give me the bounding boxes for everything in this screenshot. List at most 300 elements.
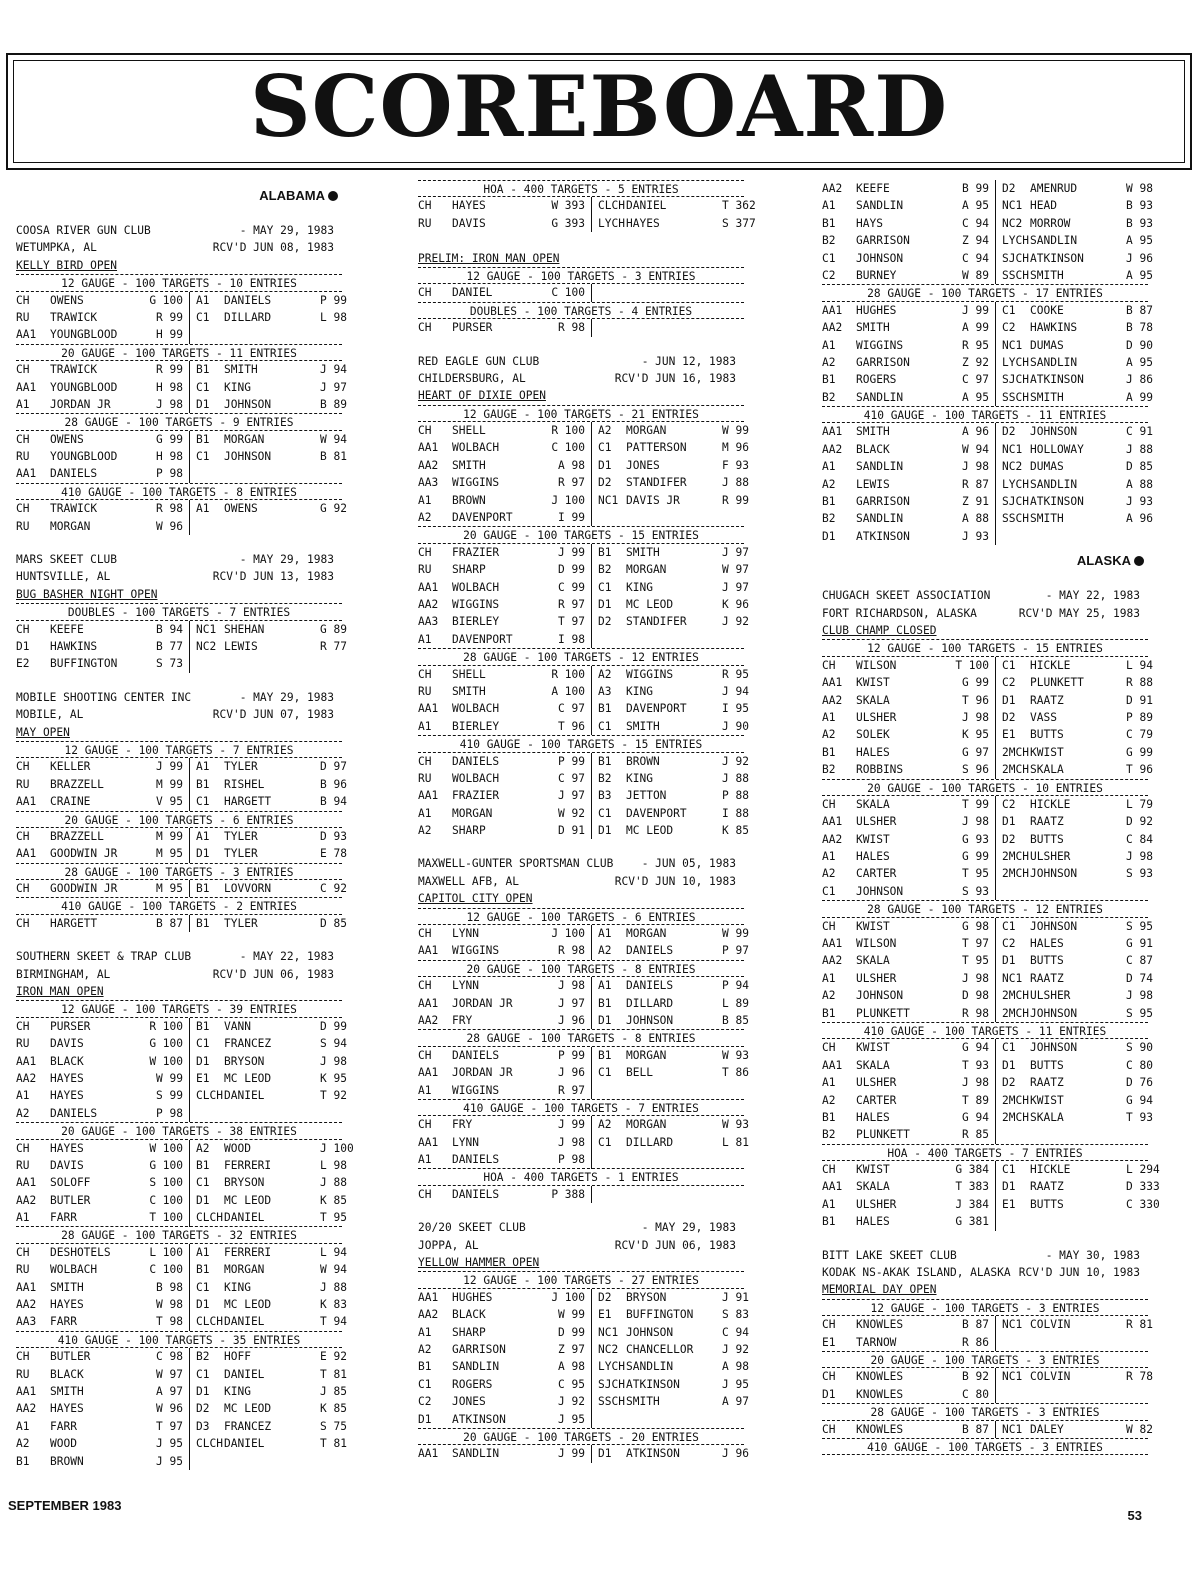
score-left: R 98 xyxy=(548,942,592,959)
score-left: M 99 xyxy=(146,776,190,793)
score-row xyxy=(822,371,1153,388)
class-left: B1 xyxy=(822,1215,836,1229)
score-right: J 92 xyxy=(722,754,749,768)
class-right: B1 xyxy=(598,1048,612,1062)
class-right: E1 xyxy=(196,1071,210,1085)
gauge-header: 20 GAUGE - 100 TARGETS - 11 ENTRIES xyxy=(16,344,342,361)
score-row xyxy=(16,309,347,326)
shooter-right: CHANCELLOR xyxy=(626,1343,694,1356)
score-left: S 99 xyxy=(146,1087,190,1104)
class-left: A2 xyxy=(418,511,432,525)
class-right: LYCH xyxy=(1002,477,1029,491)
shooter-left: JORDAN JR xyxy=(452,1066,513,1080)
score-row xyxy=(822,726,1153,743)
class-left: A2 xyxy=(822,477,836,491)
shooter-left: BROWN xyxy=(50,1454,84,1468)
score-row xyxy=(822,1334,1148,1351)
score-left: C 100 xyxy=(548,284,592,301)
score-left: J 100 xyxy=(548,492,592,509)
shooter-left: KNOWLES xyxy=(856,1387,904,1401)
column-2 xyxy=(418,180,756,1463)
class-left: RU xyxy=(16,1263,30,1277)
shooter-right xyxy=(626,509,722,526)
shooter-right: JETTON xyxy=(626,789,667,803)
class-left: AA1 xyxy=(16,1054,37,1068)
gauge-header: 12 GAUGE - 100 TARGETS - 3 ENTRIES xyxy=(822,1299,1148,1316)
score-row xyxy=(822,1039,1153,1056)
score-row xyxy=(16,1157,347,1174)
shooter-left: SHELL xyxy=(452,667,486,681)
gauge-header: 28 GAUGE - 100 TARGETS - 17 ENTRIES xyxy=(822,284,1148,301)
class-right: NC1 xyxy=(598,1325,619,1339)
score-row xyxy=(418,700,749,717)
score-row xyxy=(822,423,1153,440)
shooter-right: KING xyxy=(626,580,653,594)
score-left: M 95 xyxy=(146,845,190,862)
class-left: CH xyxy=(822,1370,836,1384)
shooter-left: LEWIS xyxy=(856,477,890,491)
class-left: AA1 xyxy=(16,847,37,861)
score-right: D 90 xyxy=(1126,338,1153,352)
club-header-line xyxy=(418,370,744,387)
score-right: B 78 xyxy=(1126,321,1153,335)
club-header-left: RED EAGLE GUN CLUB xyxy=(418,354,540,368)
shooter-left: WILSON xyxy=(856,658,897,672)
score-right: T 362 xyxy=(722,199,756,213)
club-results xyxy=(16,222,347,535)
class-left: B1 xyxy=(822,745,836,759)
shooter-right: PLUNKETT xyxy=(1030,676,1084,690)
score-left: G 97 xyxy=(952,744,996,761)
shooter-right xyxy=(1030,1213,1126,1230)
class-right: D2 xyxy=(1002,832,1016,846)
shooter-left: KNOWLES xyxy=(856,1318,904,1332)
score-right: J 94 xyxy=(320,363,347,377)
score-left: R 100 xyxy=(548,422,592,439)
score-row xyxy=(16,915,347,932)
shooter-right: MC LEOD xyxy=(224,1193,272,1207)
score-row xyxy=(16,1053,347,1070)
club-header-line xyxy=(822,1247,1148,1264)
score-left: A 88 xyxy=(952,510,996,527)
club-header-line xyxy=(16,222,342,239)
class-right xyxy=(592,1411,626,1428)
class-right xyxy=(592,1082,626,1099)
class-right xyxy=(996,883,1030,900)
score-left: C 100 xyxy=(548,439,592,456)
class-left: AA2 xyxy=(16,1193,37,1207)
score-right: S 90 xyxy=(1126,1041,1153,1055)
class-right: LYCH xyxy=(1002,355,1029,369)
shooter-right: DILLARD xyxy=(626,996,674,1010)
shooter-right: HEAD xyxy=(1030,199,1057,213)
score-right: J 97 xyxy=(320,380,347,394)
club-header-right: - MAY 29, 1983 xyxy=(239,224,334,237)
shooter-right: ATKINSON xyxy=(1030,373,1084,387)
gauge-header: 28 GAUGE - 100 TARGETS - 12 ENTRIES xyxy=(822,900,1148,917)
class-left: AA1 xyxy=(16,1385,37,1398)
shooter-left: JONES xyxy=(452,1395,486,1409)
club-header-right: RCV'D JUN 10, 1983 xyxy=(1018,1266,1140,1280)
score-left: J 92 xyxy=(548,1393,592,1410)
class-left: A1 xyxy=(822,199,836,213)
gauge-header: 12 GAUGE - 100 TARGETS - 39 ENTRIES xyxy=(16,1000,342,1017)
shooter-left: BLACK xyxy=(50,1367,84,1381)
class-right: SSCH xyxy=(598,1395,625,1409)
shooter-left: SANDLIN xyxy=(856,390,904,404)
score-right: G 89 xyxy=(320,622,347,636)
club-header-left: MOBILE, AL xyxy=(16,708,84,722)
score-row xyxy=(16,655,342,672)
class-left: RU xyxy=(16,310,30,324)
score-right: C 87 xyxy=(1126,954,1153,968)
class-right: NC1 xyxy=(1002,1422,1023,1436)
score-right xyxy=(1126,883,1148,900)
score-left: J 99 xyxy=(548,1445,592,1462)
score-right: P 88 xyxy=(722,789,749,803)
shooter-left: DANIELS xyxy=(50,1106,98,1120)
score-right xyxy=(1126,1126,1148,1143)
score-left: C 94 xyxy=(952,250,996,267)
score-row xyxy=(418,492,749,509)
shooter-left: HARGETT xyxy=(50,916,98,930)
score-row xyxy=(418,718,749,735)
score-row xyxy=(16,1087,347,1104)
score-row xyxy=(418,544,749,561)
shooter-right: HOFF xyxy=(224,1350,251,1364)
event-name: KELLY BIRD OPEN xyxy=(16,258,118,272)
class-left: B1 xyxy=(822,1006,836,1020)
class-right: SJCH xyxy=(598,1377,625,1391)
class-left: B2 xyxy=(822,1128,836,1142)
class-right: D2 xyxy=(1002,182,1016,195)
shooter-left: SOLEK xyxy=(856,728,890,742)
score-left: A 97 xyxy=(146,1383,190,1400)
club-header-left: JOPPA, AL xyxy=(418,1238,479,1252)
class-left: D1 xyxy=(822,529,836,543)
shooter-left: HAYES xyxy=(50,1141,84,1155)
class-left: A1 xyxy=(418,719,432,733)
shooter-left: SANDLIN xyxy=(856,512,904,526)
score-row xyxy=(16,1140,354,1157)
score-row xyxy=(16,1209,347,1226)
score-left: R 87 xyxy=(952,476,996,493)
score-right: J 91 xyxy=(722,1290,749,1304)
shooter-left: FRY xyxy=(452,1013,473,1027)
score-row xyxy=(822,337,1153,354)
score-row xyxy=(822,970,1153,987)
class-left: AA1 xyxy=(16,795,37,809)
score-right xyxy=(722,319,744,336)
score-right: D 333 xyxy=(1126,1180,1160,1194)
score-row xyxy=(16,1366,347,1383)
shooter-right xyxy=(626,631,722,648)
shooter-left: LYNN xyxy=(452,979,479,993)
score-left: T 95 xyxy=(952,865,996,882)
score-right: T 94 xyxy=(320,1315,347,1329)
score-left: G 99 xyxy=(952,848,996,865)
club-results xyxy=(822,180,1153,545)
gauge-header: 410 GAUGE - 100 TARGETS - 11 ENTRIES xyxy=(822,1022,1148,1039)
gauge-header: 20 GAUGE - 100 TARGETS - 6 ENTRIES xyxy=(16,811,342,828)
shooter-left: DAVENPORT xyxy=(452,632,513,646)
score-row xyxy=(418,977,749,994)
score-row xyxy=(822,918,1153,935)
score-left: S 100 xyxy=(146,1174,190,1191)
shooter-right xyxy=(626,1151,722,1168)
score-row xyxy=(16,793,347,810)
score-right: C 91 xyxy=(1126,425,1153,439)
score-right: S 83 xyxy=(722,1308,749,1322)
class-left: CH xyxy=(822,1422,836,1436)
class-left: A1 xyxy=(418,1325,432,1339)
score-right: L 294 xyxy=(1126,1163,1160,1177)
shooter-right: WIGGINS xyxy=(626,667,674,681)
score-row xyxy=(822,302,1153,319)
class-right: D2 xyxy=(1002,425,1016,439)
shooter-right: BUTTS xyxy=(1030,1058,1064,1072)
class-right: D1 xyxy=(196,1054,210,1068)
score-row xyxy=(822,657,1153,674)
score-row xyxy=(418,1341,749,1358)
score-right: K 85 xyxy=(320,1402,347,1416)
score-row xyxy=(822,458,1153,475)
shooter-left: WIGGINS xyxy=(452,944,500,958)
score-left: G 393 xyxy=(548,215,592,232)
score-row xyxy=(418,284,744,301)
score-right: F 93 xyxy=(722,458,749,472)
class-left: A1 xyxy=(16,1419,30,1433)
shooter-right: MORGAN xyxy=(224,1263,265,1277)
score-left: P 99 xyxy=(548,753,592,770)
shooter-right: HAYES xyxy=(626,216,660,230)
shooter-left: OWENS xyxy=(50,432,84,446)
score-left: T 96 xyxy=(548,718,592,735)
score-row xyxy=(822,796,1153,813)
gauge-header: 410 GAUGE - 100 TARGETS - 15 ENTRIES xyxy=(418,735,744,752)
score-left: J 97 xyxy=(548,787,592,804)
class-right: NC1 xyxy=(1002,199,1023,213)
shooter-right: MORGAN xyxy=(626,563,667,577)
score-right: W 93 xyxy=(722,1048,749,1062)
score-right: P 99 xyxy=(320,293,347,307)
class-right: B1 xyxy=(598,996,612,1010)
class-left: A2 xyxy=(822,1093,836,1107)
score-right: W 99 xyxy=(722,424,749,438)
score-left: J 384 xyxy=(952,1196,996,1213)
shooter-right: SANDLIN xyxy=(1030,234,1078,248)
shooter-left: DANIELS xyxy=(452,1153,500,1167)
class-right: SSCH xyxy=(1002,268,1029,282)
class-left: AA2 xyxy=(822,954,843,968)
club-results xyxy=(418,353,749,840)
score-left: Z 94 xyxy=(952,232,996,249)
score-row xyxy=(418,753,749,770)
score-row xyxy=(822,674,1153,691)
shooter-left: MORGAN xyxy=(50,519,91,533)
shooter-right: DUMAS xyxy=(1030,460,1064,474)
score-row xyxy=(418,925,749,942)
class-left: AA1 xyxy=(822,937,843,951)
class-right: D1 xyxy=(598,458,612,472)
score-right xyxy=(1126,1213,1148,1230)
score-left: T 95 xyxy=(952,952,996,969)
shooter-left: BIERLEY xyxy=(452,615,500,629)
class-right: D1 xyxy=(1002,1180,1016,1194)
score-row xyxy=(822,528,1148,545)
class-right: 2MCH xyxy=(1002,850,1029,864)
score-left: J 98 xyxy=(548,1134,592,1151)
score-left: W 393 xyxy=(548,197,592,214)
shooter-left: SKALA xyxy=(856,797,890,811)
score-right: K 85 xyxy=(320,1193,347,1207)
score-right: J 88 xyxy=(1126,442,1153,456)
score-row xyxy=(418,683,749,700)
shooter-right: BRYSON xyxy=(224,1176,265,1190)
class-left: A1 xyxy=(822,1076,836,1090)
gauge-header: DOUBLES - 100 TARGETS - 7 ENTRIES xyxy=(16,603,342,620)
class-left: RU xyxy=(418,563,432,577)
shooter-left: FARR xyxy=(50,1419,77,1433)
shooter-left: BLACK xyxy=(452,1308,486,1322)
score-left: R 85 xyxy=(952,1126,996,1143)
score-left: S 96 xyxy=(952,761,996,778)
score-left: T 93 xyxy=(952,1057,996,1074)
score-row xyxy=(418,579,749,596)
shooter-left: BRAZZELL xyxy=(50,777,104,791)
shooter-right: KWIST xyxy=(1030,1093,1064,1107)
score-right: C 92 xyxy=(320,882,347,896)
shooter-left: KWIST xyxy=(856,832,890,846)
gauge-header: 20 GAUGE - 100 TARGETS - 8 ENTRIES xyxy=(418,960,744,977)
shooter-right xyxy=(224,1453,320,1470)
score-row xyxy=(16,1348,347,1365)
class-right: B3 xyxy=(598,789,612,803)
score-left: L 100 xyxy=(146,1244,190,1261)
shooter-left: PLUNKETT xyxy=(856,1006,910,1020)
shooter-left: SKALA xyxy=(856,954,890,968)
class-right: D2 xyxy=(1002,1076,1016,1090)
event-name: IRON MAN OPEN xyxy=(16,985,104,999)
score-row xyxy=(822,180,1153,197)
score-row xyxy=(418,561,749,578)
class-left: RU xyxy=(418,771,432,785)
shooter-right: MORGAN xyxy=(626,1048,667,1062)
class-right: C1 xyxy=(196,1176,210,1190)
score-left: J 98 xyxy=(146,396,190,413)
class-left: AA3 xyxy=(418,615,439,629)
shooter-right: RAATZ xyxy=(1030,971,1064,985)
club-results xyxy=(418,180,756,337)
shooter-right: HARGETT xyxy=(224,795,272,809)
class-right: NC1 xyxy=(1002,442,1023,456)
class-right: C2 xyxy=(1002,321,1016,335)
class-left: B1 xyxy=(822,1110,836,1124)
club-header-left: SOUTHERN SKEET & TRAP CLUB xyxy=(16,950,192,964)
score-right: G 91 xyxy=(1126,937,1153,951)
score-right: P 97 xyxy=(722,944,749,958)
score-right: D 99 xyxy=(320,1019,347,1033)
shooter-left: WILSON xyxy=(856,937,897,951)
shooter-right: STANDIFER xyxy=(626,476,687,490)
shooter-left: HAYS xyxy=(856,216,883,230)
club-header-right: RCV'D JUN 13, 1983 xyxy=(212,570,334,584)
score-row xyxy=(822,1057,1153,1074)
score-row xyxy=(16,1105,342,1122)
score-right: K 96 xyxy=(722,597,749,611)
score-left: R 100 xyxy=(548,666,592,683)
score-left: J 99 xyxy=(548,1116,592,1133)
club-header-line xyxy=(822,605,1148,622)
shooter-right: KWIST xyxy=(1030,745,1064,759)
shooter-left: HALES xyxy=(856,1215,890,1229)
score-right: W 94 xyxy=(320,432,347,446)
club-header-left: BIRMINGHAM, AL xyxy=(16,967,111,981)
shooter-right: DANIELS xyxy=(626,944,674,958)
score-row xyxy=(822,692,1153,709)
score-left: J 98 xyxy=(548,977,592,994)
score-row xyxy=(16,500,347,517)
score-right: R 78 xyxy=(1126,1370,1153,1384)
class-right xyxy=(592,1151,626,1168)
score-left: T 97 xyxy=(146,1418,190,1435)
gauge-header: 20 GAUGE - 100 TARGETS - 38 ENTRIES xyxy=(16,1122,342,1139)
score-left: W 99 xyxy=(548,1306,592,1323)
score-row xyxy=(16,776,347,793)
gauge-header: 12 GAUGE - 100 TARGETS - 6 ENTRIES xyxy=(418,908,744,925)
class-right: B1 xyxy=(196,916,210,930)
class-right: C1 xyxy=(1002,658,1016,672)
shooter-right: TYLER xyxy=(224,847,258,861)
score-left: D 99 xyxy=(548,561,592,578)
class-left: AA2 xyxy=(822,693,843,707)
score-left: G 98 xyxy=(952,918,996,935)
class-right: 2MCH xyxy=(1002,1006,1029,1020)
shooter-right: AMENRUD xyxy=(1030,182,1078,195)
class-right: C1 xyxy=(598,441,612,455)
club-header-left: MAXWELL-GUNTER SPORTSMAN CLUB xyxy=(418,857,614,871)
shooter-left: WOOD xyxy=(50,1437,77,1451)
score-row xyxy=(418,1134,749,1151)
score-left: Z 97 xyxy=(548,1341,592,1358)
score-left: T 96 xyxy=(952,692,996,709)
class-left: CH xyxy=(16,829,30,843)
score-row xyxy=(16,880,347,897)
shooter-left: JOHNSON xyxy=(856,989,904,1003)
gauge-header: 410 GAUGE - 100 TARGETS - 7 ENTRIES xyxy=(418,1099,744,1116)
class-left: CH xyxy=(822,797,836,811)
shooter-left: CRAINE xyxy=(50,795,91,809)
shooter-right: FRANCEZ xyxy=(224,1419,272,1433)
shooter-left: SMITH xyxy=(452,684,486,698)
shooter-left: WOLBACH xyxy=(50,1263,98,1277)
class-left: C1 xyxy=(418,1377,432,1391)
shooter-right: MC LEOD xyxy=(224,1402,272,1416)
club-header-line xyxy=(16,568,342,585)
score-left: G 99 xyxy=(952,674,996,691)
score-row xyxy=(822,319,1153,336)
class-left: AA1 xyxy=(418,580,439,594)
score-row xyxy=(822,952,1153,969)
score-left: J 100 xyxy=(548,925,592,942)
score-left: C 95 xyxy=(548,1376,592,1393)
gauge-header: 12 GAUGE - 100 TARGETS - 7 ENTRIES xyxy=(16,741,342,758)
shooter-right: DALEY xyxy=(1030,1422,1064,1436)
score-row xyxy=(418,1012,749,1029)
shooter-left: CARTER xyxy=(856,1093,897,1107)
score-right: L 94 xyxy=(1126,658,1153,672)
class-left: AA3 xyxy=(16,1315,37,1329)
